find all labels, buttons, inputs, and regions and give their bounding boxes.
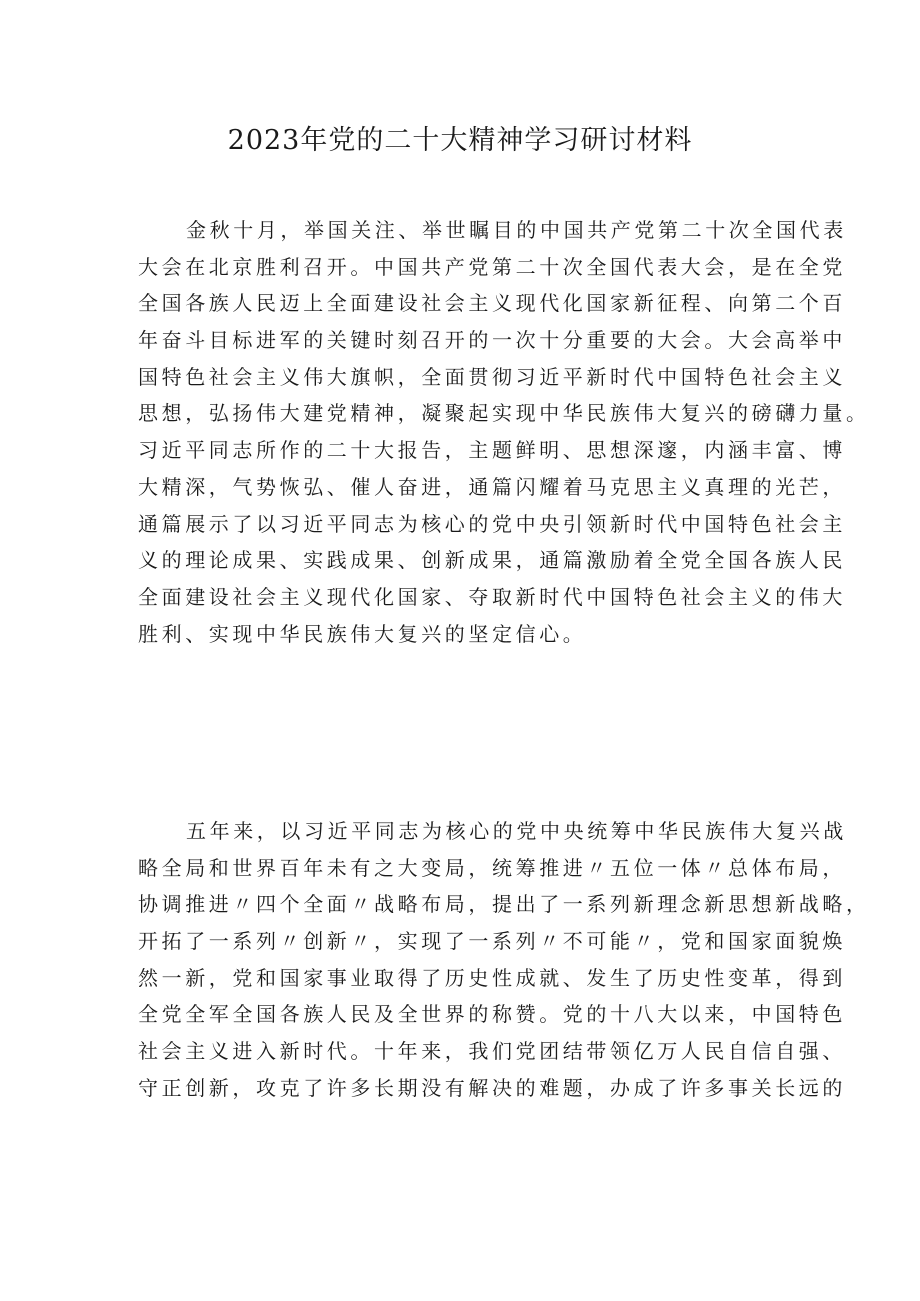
paragraph-line: 社会主义进入新时代。十年来，我们党团结带领亿万人民自信自强、 bbox=[138, 1039, 846, 1064]
paragraph-line: 全面建设社会主义现代化国家、夺取新时代中国特色社会主义的伟大 bbox=[138, 584, 846, 609]
paragraph-line: 守正创新，攻克了许多长期没有解决的难题，办成了许多事关长远的 bbox=[138, 1075, 846, 1100]
paragraph-line: 大会在北京胜利召开。中国共产党第二十次全国代表大会，是在全党 bbox=[138, 254, 846, 279]
paragraph-2 bbox=[138, 813, 870, 1107]
paragraph-line: 全党全军全国各族人民及全世界的称赞。党的十八大以来，中国特色 bbox=[138, 1002, 846, 1027]
paragraph-line: 通篇展示了以习近平同志为核心的党中央引领新时代中国特色社会主 bbox=[138, 511, 846, 536]
paragraph-line: 全国各族人民迈上全面建设社会主义现代化国家新征程、向第二个百 bbox=[138, 291, 846, 316]
paragraph-line: 协调推进〃四个全面〃战略布局，提出了一系列新理念新思想新战略， bbox=[138, 892, 870, 917]
paragraph-line: 然一新，党和国家事业取得了历史性成就、发生了历史性变革，得到 bbox=[138, 965, 846, 990]
paragraph-line: 略全局和世界百年未有之大变局，统筹推进〃五位一体〃总体布局， bbox=[138, 855, 846, 880]
document-title: 2023年党的二十大精神学习研讨材料 bbox=[227, 125, 693, 156]
paragraph-line: 国特色社会主义伟大旗帜，全面贯彻习近平新时代中国特色社会主义 bbox=[138, 364, 846, 389]
paragraph-line: 习近平同志所作的二十大报告，主题鲜明、思想深邃，内涵丰富、博 bbox=[138, 438, 846, 463]
paragraph-line: 年奋斗目标进军的关键时刻召开的一次十分重要的大会。大会高举中 bbox=[138, 328, 846, 353]
paragraph-line: 大精深，气势恢弘、催人奋进，通篇闪耀着马克思主义真理的光芒， bbox=[138, 474, 846, 499]
paragraph-1 bbox=[138, 212, 870, 652]
paragraph-line: 思想，弘扬伟大建党精神，凝聚起实现中华民族伟大复兴的磅礴力量。 bbox=[138, 401, 870, 426]
paragraph-line: 五年来，以习近平同志为核心的党中央统筹中华民族伟大复兴战 bbox=[186, 819, 847, 843]
paragraph-line: 开拓了一系列〃创新〃，实现了一系列〃不可能〃，党和国家面貌焕 bbox=[138, 929, 846, 954]
paragraph-line: 金秋十月，举国关注、举世瞩目的中国共产党第二十次全国代表 bbox=[186, 218, 847, 242]
paragraph-line: 胜利、实现中华民族伟大复兴的坚定信心。 bbox=[138, 621, 587, 646]
paragraph-line: 义的理论成果、实践成果、创新成果，通篇激励着全党全国各族人民 bbox=[138, 548, 846, 573]
